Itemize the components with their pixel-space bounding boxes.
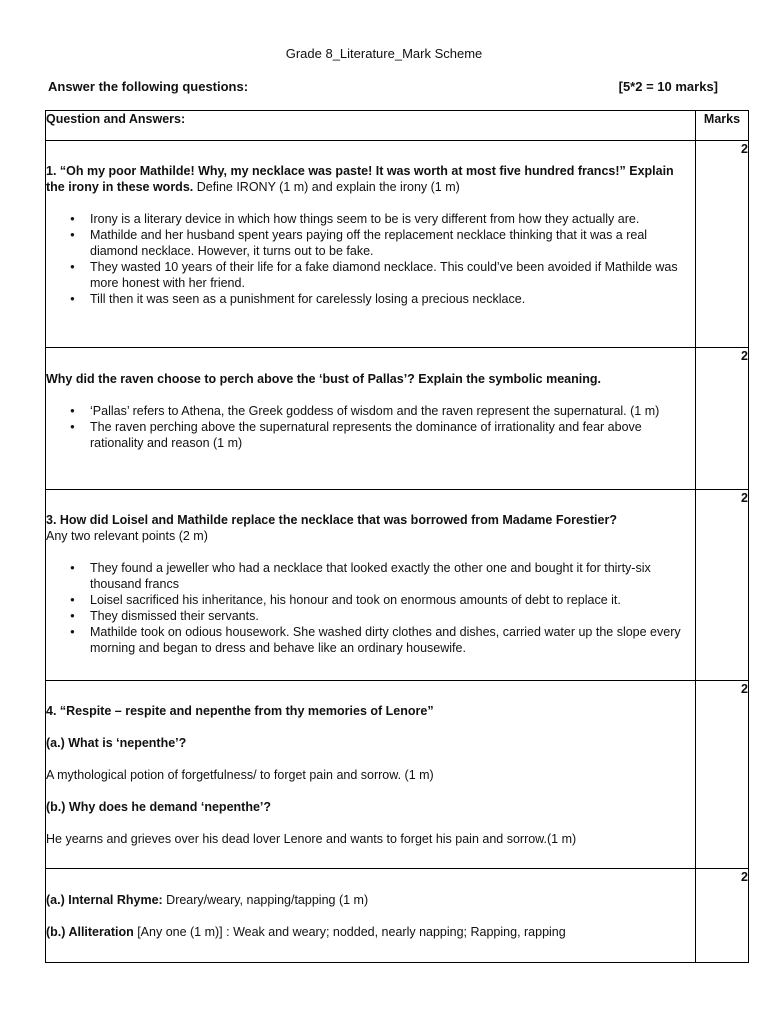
answer-a-label: (a.) Internal Rhyme: bbox=[46, 893, 163, 907]
question-row-5 bbox=[46, 869, 749, 963]
sub-answer-a: A mythological potion of forgetfulness/ to forget pain and sorrow. (1 m) bbox=[46, 768, 434, 782]
question-cell bbox=[46, 869, 696, 963]
answer-item: ● Till then it was seen as a punishment for carelessly losing a precious necklace. bbox=[90, 291, 695, 307]
instructions-line bbox=[48, 79, 718, 95]
marks-cell: 2 bbox=[696, 681, 749, 869]
answer-item: ● Loisel sacrificed his inheritance, his honour and took on enormous amounts of debt to replace it. bbox=[90, 592, 695, 608]
sub-answer-b: He yearns and grieves over his dead lover Lenore and wants to forget his pain and sorrow.(1 m) bbox=[46, 832, 577, 846]
answer-item: ● They found a jeweller who had a necklace that looked exactly the other one and bought it for thirty-six thousand francs bbox=[90, 560, 695, 592]
marks-cell: 2 bbox=[696, 348, 749, 490]
header-marks: Marks bbox=[696, 111, 749, 141]
answer-list bbox=[46, 560, 695, 656]
answer-item: ● The raven perching above the supernatural represents the dominance of irrationality and fear above rationality and reason (1 m) bbox=[90, 419, 695, 451]
answer-item: ● They wasted 10 years of their life for a fake diamond necklace. This could’ve been avoided if Mathilde was more honest with her friend. bbox=[90, 259, 695, 291]
answer-b-label: (b.) Alliteration bbox=[46, 925, 134, 939]
instruction-text: Answer the following questions: bbox=[48, 79, 249, 94]
question-cell bbox=[46, 681, 696, 869]
question-bold: Why did the raven choose to perch above the ‘bust of Pallas’? Explain the symbolic meaning. bbox=[46, 372, 601, 386]
marks-cell: 2 bbox=[696, 490, 749, 681]
document-title: Grade 8_Literature_Mark Scheme bbox=[285, 46, 483, 61]
mark-scheme-table bbox=[45, 110, 749, 963]
question-bold: 3. How did Loisel and Mathilde replace the necklace that was borrowed from Madame Forestier? bbox=[46, 513, 617, 527]
answer-item: ● Mathilde took on odious housework. She washed dirty clothes and dishes, carried water up the slope every morning and began to dress and behave like an ordinary housewife. bbox=[90, 624, 695, 656]
question-prompt bbox=[46, 163, 695, 195]
question-row-2 bbox=[46, 348, 749, 490]
table-header-row bbox=[46, 111, 749, 141]
answer-item: ● Mathilde and her husband spent years paying off the replacement necklace thinking that it was a real diamond necklace. However, it turns out to be fake. bbox=[90, 227, 695, 259]
answer-list bbox=[46, 211, 695, 307]
question-row-1 bbox=[46, 141, 749, 348]
answer-b bbox=[46, 924, 695, 940]
question-instruction: Any two relevant points (2 m) bbox=[46, 529, 208, 543]
question-row-3 bbox=[46, 490, 749, 681]
question-cell bbox=[46, 141, 696, 348]
answer-item: ● Irony is a literary device in which how things seem to be is very different from how they actually are. bbox=[90, 211, 695, 227]
question-instruction: Define IRONY (1 m) and explain the irony (1 m) bbox=[193, 180, 460, 194]
total-marks: [5*2 = 10 marks] bbox=[618, 79, 718, 94]
marks-cell: 2 bbox=[696, 869, 749, 963]
answer-a-text: Dreary/weary, napping/tapping (1 m) bbox=[162, 893, 369, 907]
sub-question-a: (a.) What is ‘nepenthe’? bbox=[46, 736, 187, 750]
marks-cell: 2 bbox=[696, 141, 749, 348]
sub-question-b: (b.) Why does he demand ‘nepenthe’? bbox=[46, 800, 272, 814]
header-question: Question and Answers: bbox=[46, 111, 696, 141]
answer-item: ● ‘Pallas’ refers to Athena, the Greek goddess of wisdom and the raven represent the supernatural. (1 m) bbox=[90, 403, 695, 419]
question-row-4 bbox=[46, 681, 749, 869]
answer-item: ● They dismissed their servants. bbox=[90, 608, 695, 624]
answer-b-text: [Any one (1 m)] : Weak and weary; nodded, nearly napping; Rapping, rapping bbox=[133, 925, 566, 939]
answer-list bbox=[46, 403, 695, 451]
question-cell bbox=[46, 490, 696, 681]
answer-a bbox=[46, 892, 695, 908]
question-bold: 4. “Respite – respite and nepenthe from thy memories of Lenore” bbox=[46, 704, 434, 718]
question-bold: 1. “Oh my poor Mathilde! Why, my necklace was paste! It was worth at most five hundred francs!” Explain the irony in these words. bbox=[46, 164, 674, 194]
question-cell bbox=[46, 348, 696, 490]
